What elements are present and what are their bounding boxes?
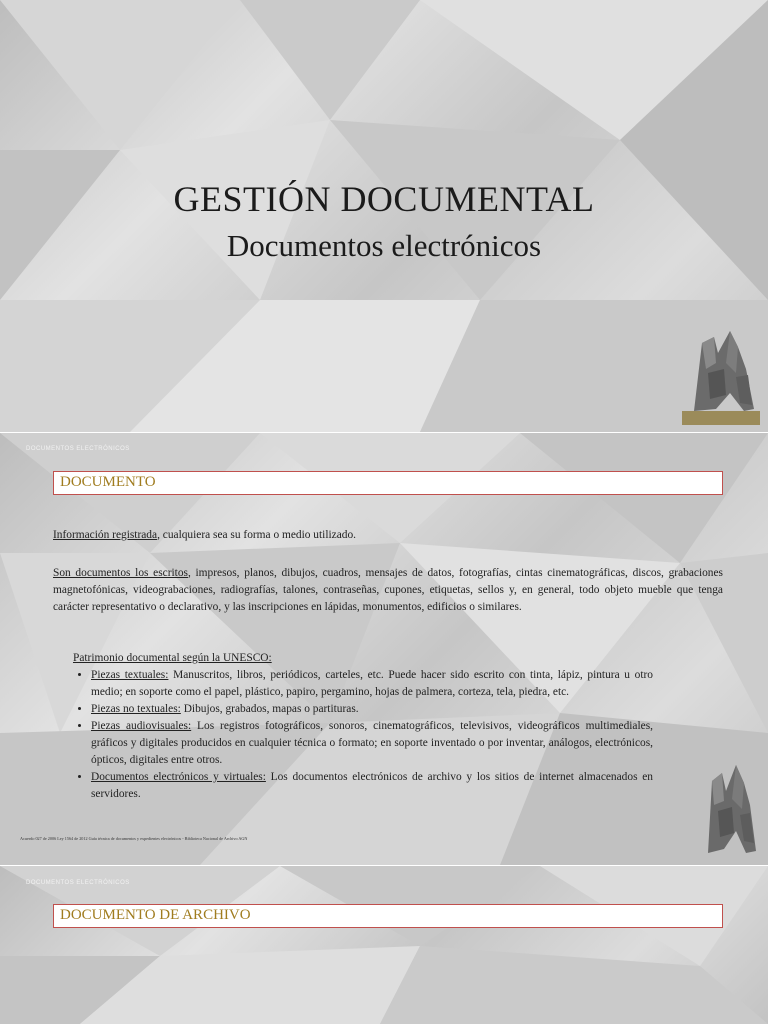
slide-title: GESTIÓN DOCUMENTAL <box>173 179 595 219</box>
item-text: Manuscritos, libros, periódicos, carteles, etc. Puede hacer sido escrito con tinta, lápiz, pintura u otro medio; en soporte como el papel, plástico, papiro, pergamino, hojas de palmera, corteza, tela, piedra, etc. <box>91 669 653 698</box>
slide-subtitle: Documentos electrónicos <box>226 228 542 263</box>
definition-line <box>53 527 723 544</box>
paragraph-term: Son documentos los escritos <box>53 567 188 579</box>
list-title: Patrimonio documental según la UNESCO: <box>73 652 272 664</box>
section-heading: DOCUMENTO <box>60 474 156 490</box>
footnote: Acuerdo 027 de 2006 Ley 1564 de 2012 Guía técnica de documentos y expedientes electrónicos - Biblioteca Nacional de Archivo AGN <box>20 836 248 841</box>
section-heading-box <box>53 471 723 495</box>
definition-text: , cualquiera sea su forma o medio utilizado. <box>157 529 357 541</box>
faceted-background <box>0 866 768 1024</box>
list-item <box>91 769 653 803</box>
definition-term: Información registrada <box>53 529 158 541</box>
title-slide <box>0 0 768 432</box>
section-label: DOCUMENTOS ELECTRÓNICOS <box>26 880 130 886</box>
item-text: Los registros fotográficos, sonoros, cinematográficos, televisivos, videográficos multimediales, gráficos y digitales producidos en cualquier técnica o formato; en soporte inventado o por inventar, análogos, electrónicos, ópticos, digitales entre otros. <box>91 720 653 766</box>
section-heading: DOCUMENTO DE ARCHIVO <box>60 907 251 923</box>
document-slide <box>0 433 768 865</box>
list-item <box>91 667 653 701</box>
sculpture-logo <box>680 323 762 427</box>
list-item <box>91 701 653 718</box>
item-text: Dibujos, grabados, mapas o partituras. <box>180 703 359 715</box>
section-label: DOCUMENTOS ELECTRÓNICOS <box>26 446 130 452</box>
item-term: Piezas no textuales: <box>91 703 181 715</box>
archive-document-slide <box>0 866 768 1024</box>
item-term: Piezas textuales: <box>91 669 169 681</box>
documents-paragraph <box>53 565 723 616</box>
item-term: Documentos electrónicos y virtuales: <box>91 771 266 783</box>
unesco-list <box>73 650 653 803</box>
section-heading-box <box>53 904 723 928</box>
list-item <box>91 718 653 769</box>
item-term: Piezas audiovisuales: <box>91 720 192 732</box>
item-text: Los documentos electrónicos de archivo y los sitios de internet almacenados en servidores. <box>91 771 653 800</box>
sculpture-logo <box>700 761 762 857</box>
paragraph-text: , impresos, planos, dibujos, cuadros, mensajes de datos, fotografías, cintas cinematográficas, discos, grabaciones magnetofónicas, videograbaciones, radiografías, talones, contraseñas, cupones, etiquetas, sellos y, en general, todo objeto mueble que tenga carácter representativo o declarativo, y las inscripciones en lápidas, monumentos, edificios o similares. <box>53 567 723 613</box>
